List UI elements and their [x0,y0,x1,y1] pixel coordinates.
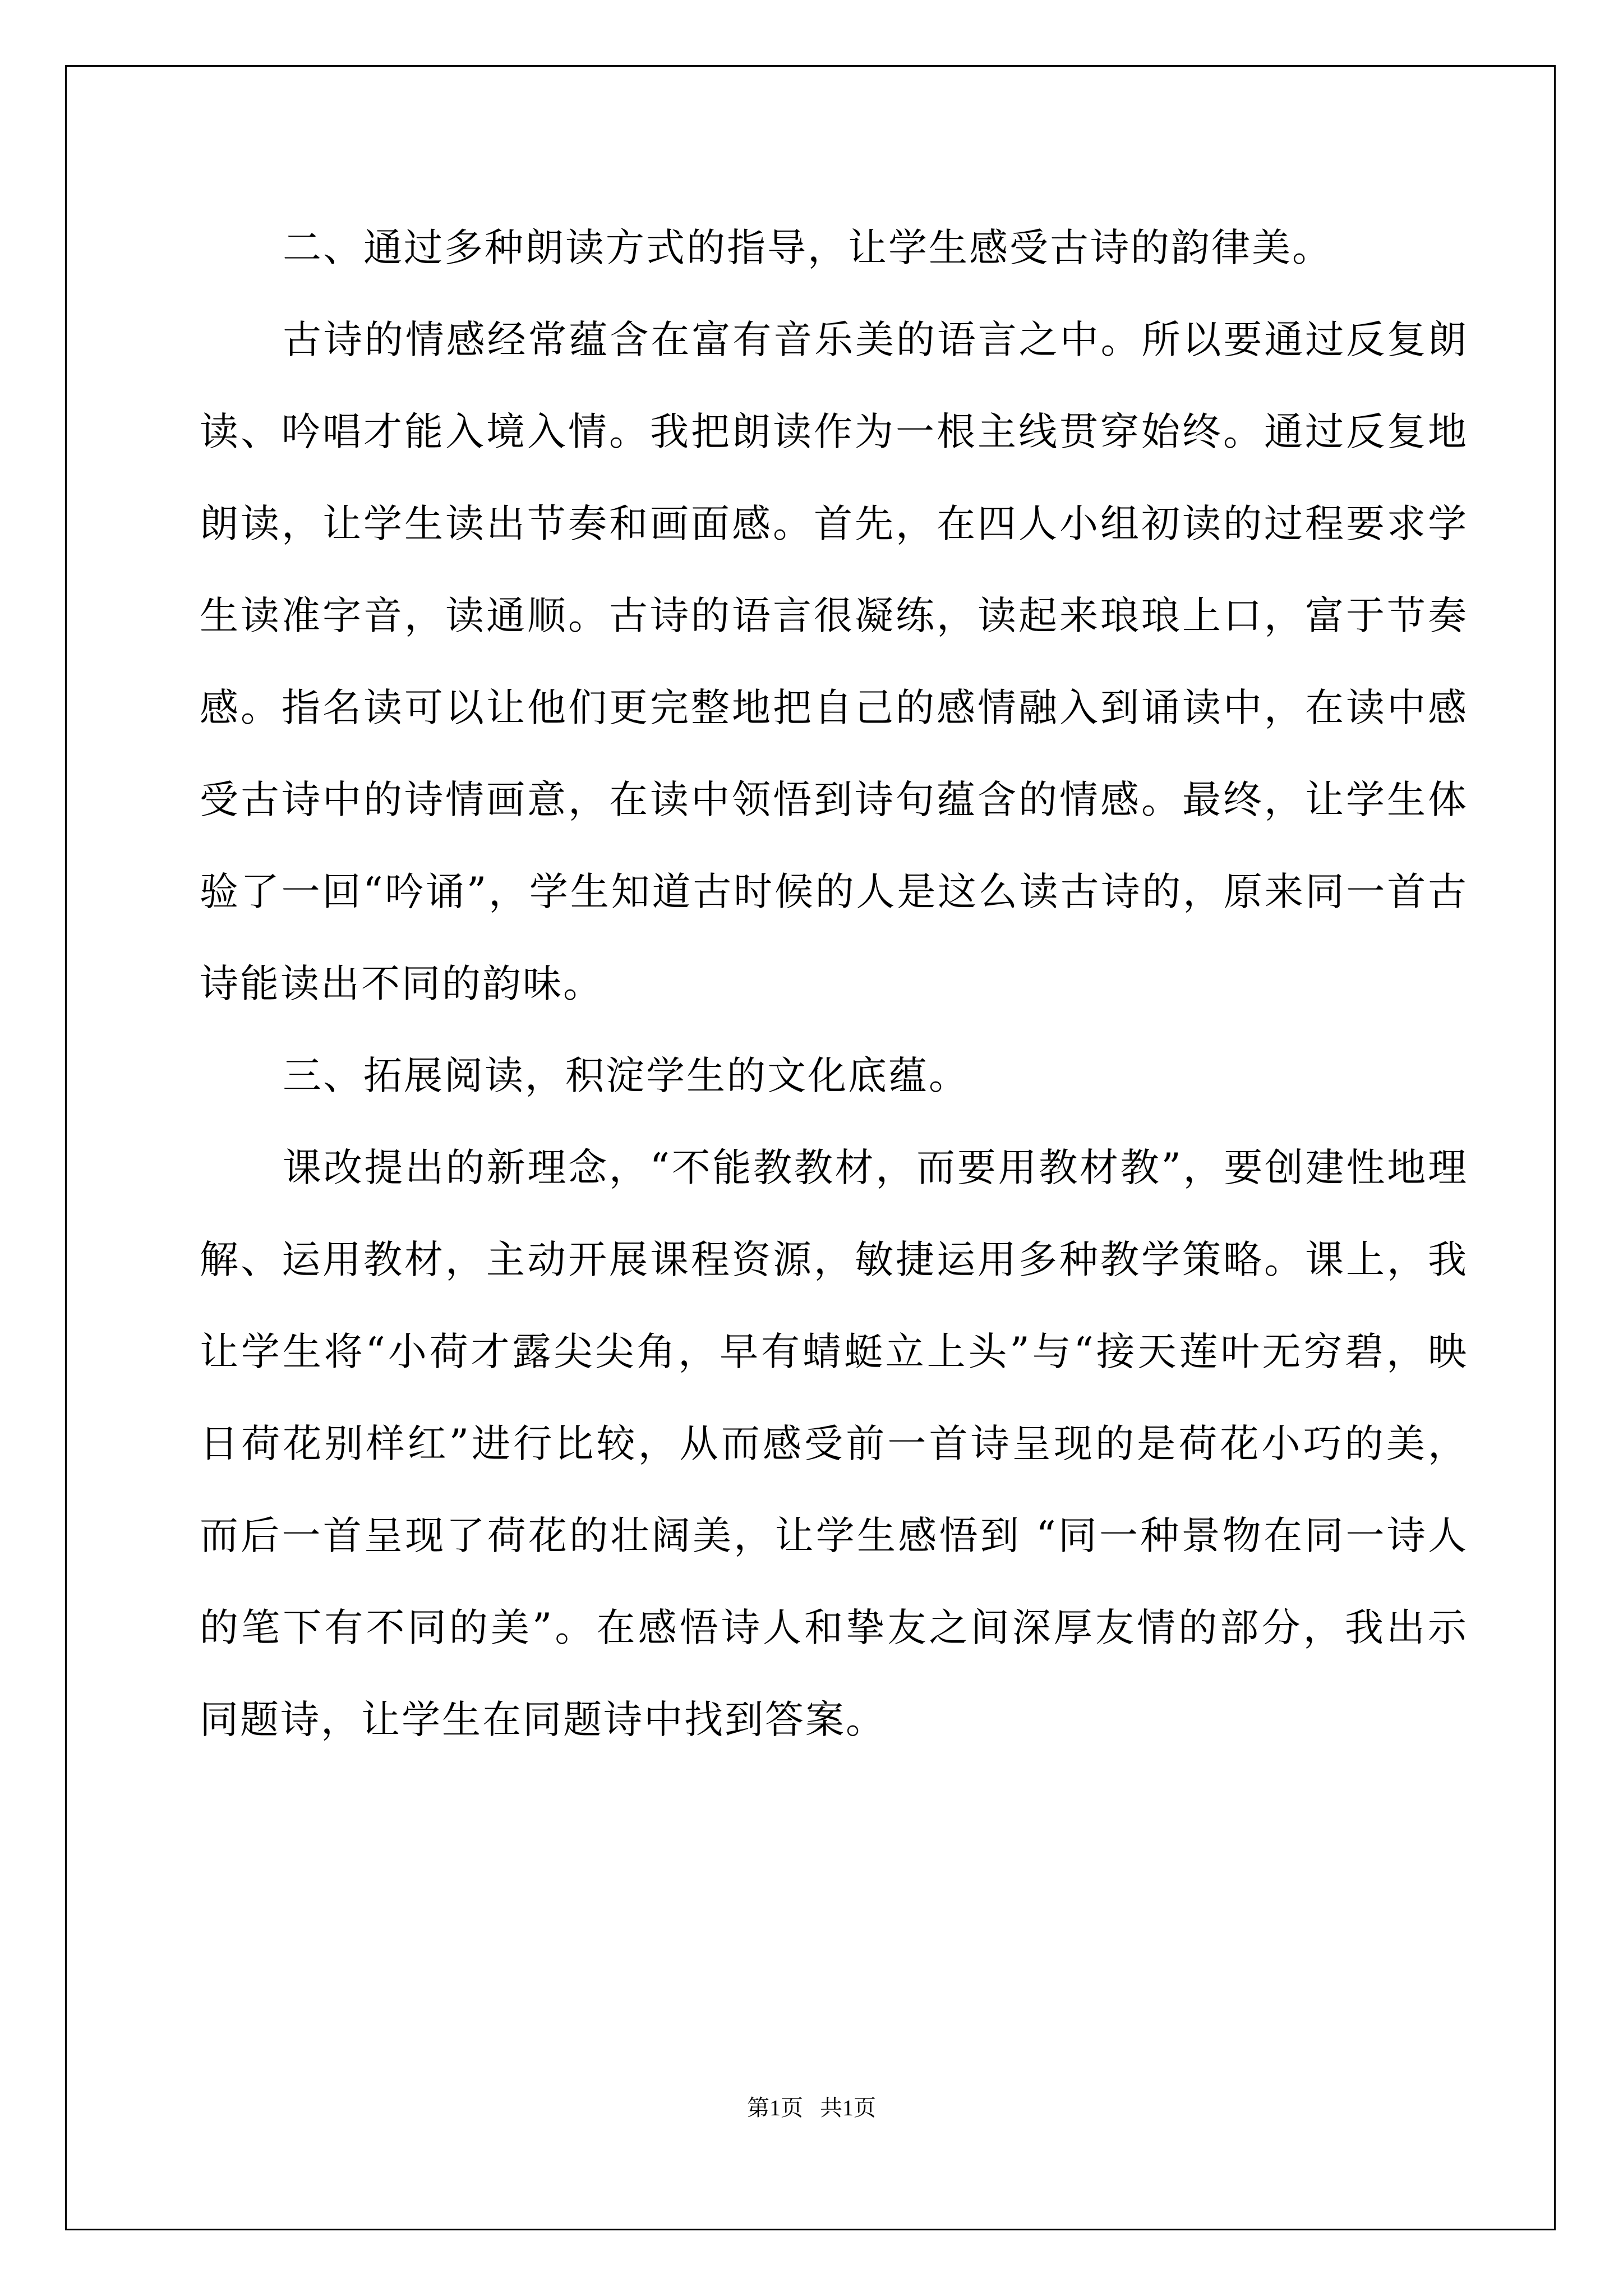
paragraph-heading-2: 二、通过多种朗读方式的指导，让学生感受古诗的韵律美。 [283,226,1332,270]
document-body [200,202,1468,1766]
page-total: 共1页 [820,2095,876,2120]
paragraph-heading-3: 三、拓展阅读，积淀学生的文化底蕴。 [283,1053,969,1098]
paragraph-extended-reading: 课改提出的新理念，“不能教教材，而要用教材教”，要创建性地理解、运用教材，主动开展课程资源，敏捷运用多种教学策略。课上，我让学生将“小荷才露尖尖角，早有蜻蜓立上头”与“接天莲叶无穷碧，映日荷花别样红”进行比较，从而感受前一首诗呈现的是荷花小巧的美，而后一首呈现了荷花的壮阔美，让学生感悟到 “同一种景物在同一诗人的笔下有不同的美”。在感悟诗人和挚友之间深厚友情的部分，我出示同题诗，让学生在同题诗中找到答案。 [200,1145,1468,1742]
paragraph-reading: 古诗的情感经常蕴含在富有音乐美的语言之中。所以要通过反复朗读、吟唱才能入境入情。我把朗读作为一根主线贯穿始终。通过反复地朗读，让学生读出节奏和画面感。首先，在四人小组初读的过程要求学生读准字音，读通顺。古诗的语言很凝练，读起来琅琅上口，富于节奏感。指名读可以让他们更完整地把自己的感情融入到诵读中，在读中感受古诗中的诗情画意，在读中领悟到诗句蕴含的情感。最终，让学生体验了一回“吟诵”，学生知道古时候的人是这么读古诗的，原来同一首古诗能读出不同的韵味。 [200,318,1468,1006]
page-number: 第1页 [747,2095,803,2120]
page-footer [0,2091,1623,2125]
